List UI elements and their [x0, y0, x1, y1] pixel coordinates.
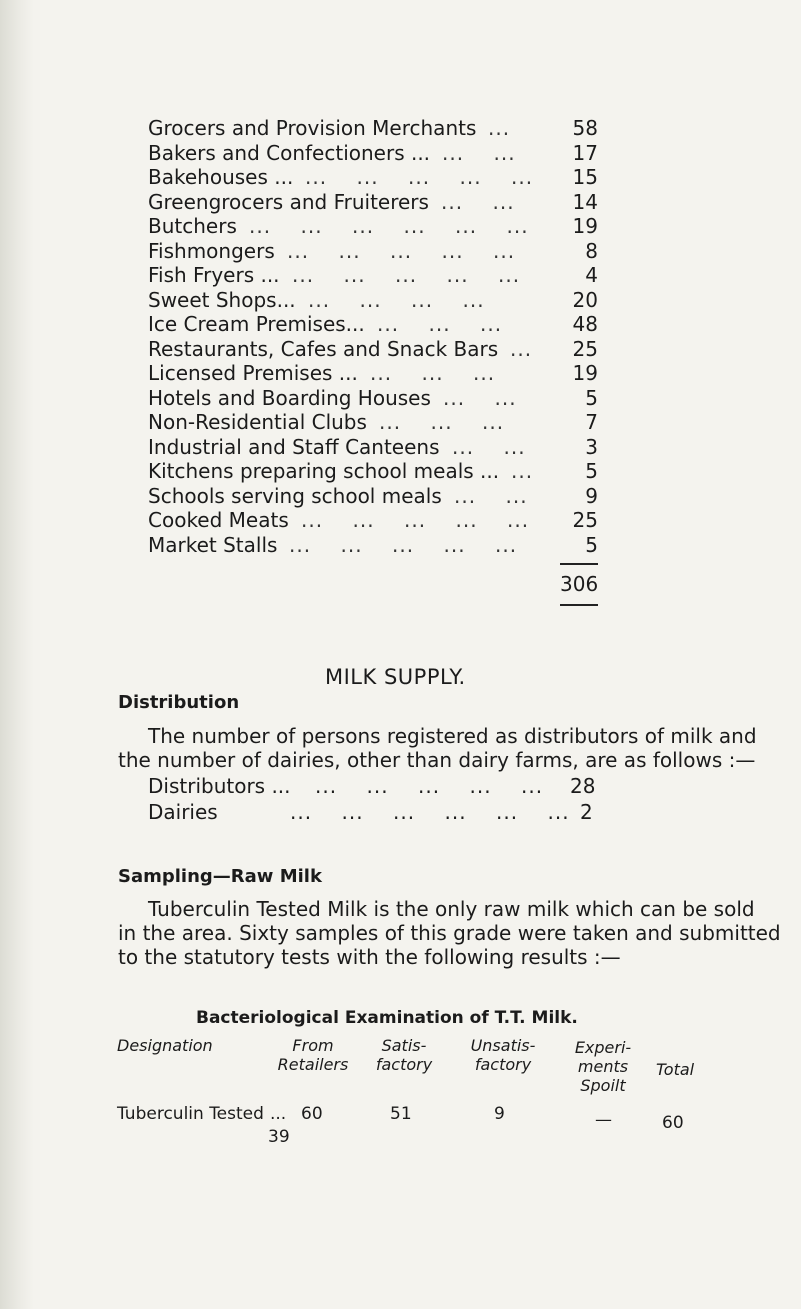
- premises-label: Cooked Meats: [148, 508, 289, 532]
- row-experiments-spoilt: —: [595, 1110, 612, 1130]
- premises-count: 20: [572, 287, 598, 312]
- row-satisfactory: 51: [390, 1104, 412, 1124]
- distributors-dots: ... ... ... ... ...: [315, 774, 544, 798]
- premises-label: Kitchens preparing school meals ...: [148, 459, 500, 483]
- leader-dots: ... ... ... ... ... ...: [249, 214, 529, 238]
- premises-count: 7: [585, 410, 598, 434]
- premises-row: [148, 165, 618, 190]
- leader-dots: ...: [510, 336, 533, 361]
- premises-label: Grocers and Provision Merchants: [148, 116, 477, 140]
- header-experiments-line-1: Experi-: [574, 1038, 632, 1057]
- premises-count: 5: [585, 532, 598, 557]
- premises-count: 4: [585, 263, 598, 287]
- distribution-heading: Distribution: [118, 692, 240, 713]
- premises-count: 5: [585, 385, 598, 410]
- header-satisfactory-line-2: factory: [375, 1055, 433, 1074]
- premises-row: [148, 263, 618, 288]
- header-unsatisfactory: [460, 1036, 546, 1074]
- premises-row: [148, 459, 618, 484]
- premises-total: 306: [560, 572, 599, 596]
- premises-row: [148, 410, 618, 435]
- dairies-label: Dairies: [148, 800, 218, 824]
- premises-label: Non-Residential Clubs: [148, 410, 367, 434]
- premises-list: [148, 116, 618, 557]
- premises-row: [148, 484, 618, 509]
- header-satisfactory: [368, 1036, 440, 1074]
- premises-label: Fishmongers: [148, 238, 275, 263]
- premises-label: Butchers: [148, 214, 237, 238]
- header-unsatisfactory-line-1: Unsatis-: [470, 1036, 536, 1055]
- premises-count: 14: [572, 189, 598, 214]
- sampling-text-line-1: Tuberculin Tested Milk is the only raw milk which can be sold: [148, 897, 755, 921]
- premises-count: 19: [572, 361, 598, 385]
- row-total: 60: [662, 1113, 684, 1133]
- leader-dots: ... ... ...: [377, 312, 503, 336]
- premises-count: 5: [585, 459, 598, 483]
- premises-count: 3: [585, 434, 598, 459]
- premises-count: 15: [572, 165, 598, 189]
- header-total: Total: [656, 1060, 695, 1079]
- leader-dots: ... ...: [441, 189, 515, 214]
- header-experiments-line-3: Spoilt: [580, 1076, 626, 1095]
- total-rule-bottom: [560, 604, 598, 606]
- premises-count: 17: [572, 140, 598, 165]
- leader-dots: ... ... ... ... ...: [292, 263, 521, 287]
- leader-dots: ... ... ... ... ...: [305, 165, 534, 189]
- premises-label: Sweet Shops...: [148, 287, 296, 312]
- premises-count: 9: [585, 483, 598, 508]
- header-designation: Designation: [117, 1036, 213, 1055]
- premises-row: [148, 312, 618, 337]
- premises-label: Fish Fryers ...: [148, 263, 280, 287]
- leader-dots: ... ...: [454, 483, 528, 508]
- premises-label: Bakehouses ...: [148, 165, 294, 189]
- page-number: 39: [268, 1127, 290, 1147]
- row-from-retailers: 60: [301, 1104, 323, 1124]
- leader-dots: ... ... ... ... ...: [287, 238, 516, 263]
- header-experiments-line-2: ments: [577, 1057, 629, 1076]
- binding-edge: [0, 0, 34, 1309]
- premises-row: [148, 337, 618, 362]
- leader-dots: ... ...: [442, 140, 516, 165]
- leader-dots: ... ...: [452, 434, 526, 459]
- distribution-text-line-2: the number of dairies, other than dairy farms, are as follows :—: [118, 748, 756, 772]
- premises-row: [148, 116, 618, 141]
- header-from-retailers-line-2: Retailers: [277, 1055, 349, 1074]
- premises-row: [148, 361, 618, 386]
- premises-row: [148, 214, 618, 239]
- dairies-value: 2: [580, 800, 593, 824]
- leader-dots: ... ...: [443, 385, 517, 410]
- premises-count: 25: [572, 508, 598, 532]
- header-experiments-spoilt: [562, 1038, 644, 1095]
- premises-row: [148, 190, 618, 215]
- header-from-retailers: [272, 1036, 354, 1074]
- leader-dots: ... ... ... ... ...: [289, 532, 518, 557]
- premises-label: Market Stalls: [148, 532, 278, 557]
- milk-supply-title: MILK SUPPLY.: [325, 665, 466, 689]
- premises-label: Industrial and Staff Canteens: [148, 434, 440, 459]
- header-from-retailers-line-1: From: [292, 1036, 334, 1055]
- header-unsatisfactory-line-2: factory: [474, 1055, 532, 1074]
- premises-count: 58: [572, 116, 598, 140]
- distributors-value: 28: [570, 774, 596, 798]
- premises-row: [148, 239, 618, 264]
- premises-label: Bakers and Confectioners ...: [148, 140, 431, 165]
- premises-row: [148, 288, 618, 313]
- premises-count: 48: [572, 312, 598, 336]
- leader-dots: ...: [511, 459, 534, 483]
- premises-row: [148, 508, 618, 533]
- sampling-heading: Sampling—Raw Milk: [118, 866, 322, 887]
- premises-count: 19: [572, 214, 598, 238]
- leader-dots: ... ... ...: [370, 361, 496, 385]
- premises-count: 8: [585, 238, 598, 263]
- premises-row: [148, 533, 618, 558]
- header-satisfactory-line-1: Satis-: [381, 1036, 427, 1055]
- row-unsatisfactory: 9: [494, 1104, 505, 1124]
- premises-label: Ice Cream Premises...: [148, 312, 365, 336]
- dairies-dots: ... ... ... ... ... ...: [290, 800, 570, 824]
- leader-dots: ... ... ...: [379, 410, 505, 434]
- bacteriological-title: Bacteriological Examination of T.T. Milk.: [196, 1008, 578, 1028]
- total-rule-top: [560, 563, 598, 565]
- distributors-label: Distributors ...: [148, 774, 291, 798]
- sampling-text-line-3: to the statutory tests with the following results :—: [118, 945, 621, 969]
- premises-label: Hotels and Boarding Houses: [148, 385, 431, 410]
- sampling-text-line-2: in the area. Sixty samples of this grade were taken and submitted: [118, 921, 781, 945]
- premises-label: Licensed Premises ...: [148, 361, 358, 385]
- premises-label: Restaurants, Cafes and Snack Bars: [148, 336, 499, 361]
- leader-dots: ...: [488, 116, 511, 140]
- premises-row: [148, 386, 618, 411]
- premises-count: 25: [572, 336, 598, 361]
- leader-dots: ... ... ... ...: [308, 287, 485, 312]
- premises-label: Greengrocers and Fruiterers: [148, 189, 429, 214]
- leader-dots: ... ... ... ... ...: [301, 508, 530, 532]
- row-leader: ...: [270, 1104, 287, 1124]
- premises-row: [148, 435, 618, 460]
- premises-label: Schools serving school meals: [148, 483, 442, 508]
- distribution-text-line-1: The number of persons registered as distributors of milk and: [148, 724, 757, 748]
- premises-row: [148, 141, 618, 166]
- row-designation: Tuberculin Tested: [117, 1104, 264, 1124]
